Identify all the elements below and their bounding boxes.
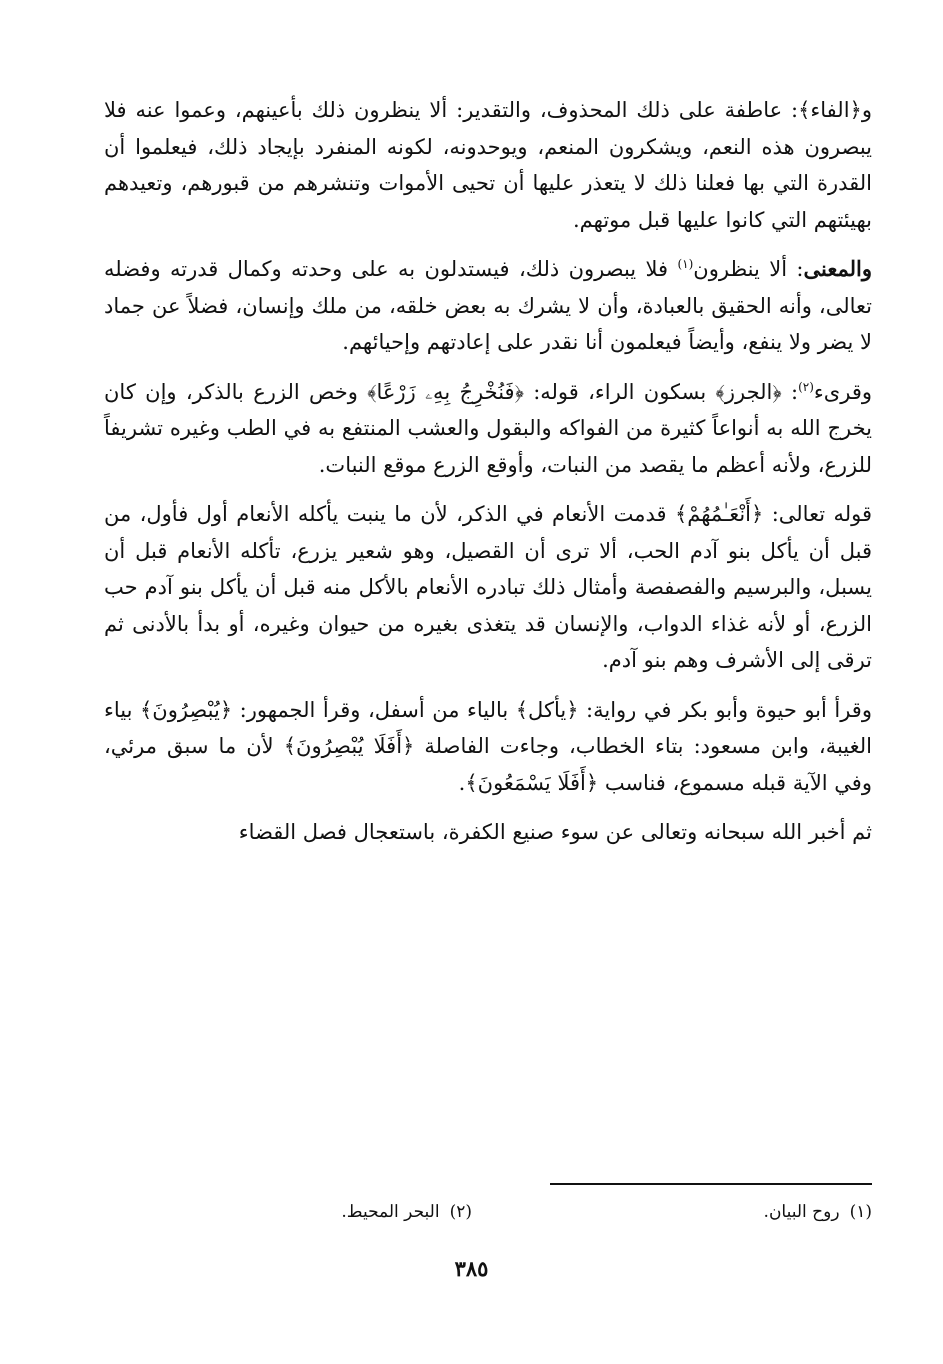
- footnote-ref-2[interactable]: (٢): [798, 379, 814, 394]
- paragraph-2-lead: والمعنى: [803, 256, 873, 281]
- paragraph-5: [104, 692, 872, 802]
- footnote-ref-1[interactable]: (١): [677, 257, 694, 271]
- paragraph-2: [104, 251, 872, 361]
- footnote-1-number: (١): [849, 1202, 872, 1222]
- paragraph-6-text: ثم أخبر الله سبحانه وتعالى عن سوء صنيع الكفرة، باستعجال فصل القضاء: [238, 820, 872, 844]
- footnote-2-number: (٢): [449, 1202, 472, 1222]
- paragraph-3-text-before-ref: وقرىء: [813, 379, 872, 404]
- paragraph-6: [104, 814, 872, 851]
- page-number: ٣٨٥: [454, 1256, 489, 1281]
- footnote-1-text: روح البيان.: [763, 1202, 840, 1222]
- paragraph-3: [104, 374, 872, 484]
- footnote-2: [341, 1198, 472, 1226]
- footnote-2-text: البحر المحيط.: [341, 1202, 440, 1222]
- main-text: [104, 92, 872, 864]
- paragraph-3-text: : ﴿الجرز﴾ بسكون الراء، قوله: ﴿فَنُخْرِجُ بِهِۦ زَرْعًا﴾ وخص الزرع بالذكر، وإن كان يخرج الله به أنواعاً كثيرة من الفواكه والبقول والعشب المنتفع به في الطب وغيره تشريفاً للزرع، ولأنه أعظم ما يقصد من النبات، وأوقع الزرع موقع النبات.: [104, 379, 872, 477]
- paragraph-4-text: قوله تعالى: ﴿أَنْعَـٰمُهُمْ﴾ قدمت الأنعام في الذكر، لأن ما ينبت يأكله الأنعام أول فأول، من قبل أن يأكل بنو آدم الحب، ألا ترى أن القصيل، وهو شعير يزرع، تأكله الأنعام قبل أن يسبل، والبرسيم والفصفصة وأمثال ذلك تبادره الأنعام بالأكل منه قبل أن يأكل بنو آدم حب الزرع، أو لأنه غذاء الدواب، والإنسان قد يتغذى بغيره من حيوان وغيره، أو بدأ بالأدنى ثم ترقى إلى الأشرف وهم بنو آدم.: [104, 502, 872, 672]
- paragraph-1: [104, 92, 872, 238]
- paragraph-5-text: وقرأ أبو حيوة وأبو بكر في رواية: ﴿يأكل﴾ بالياء من أسفل، وقرأ الجمهور: ﴿يُبْصِرُونَ﴾ بياء الغيبة، وابن مسعود: بتاء الخطاب، وجاءت الفاصلة ﴿أَفَلَا يُبْصِرُونَ﴾ لأن ما سبق مرئي، وفي الآية قبله مسموع، فناسب ﴿أَفَلَا يَسْمَعُونَ﴾.: [104, 697, 872, 795]
- footnote-divider: [550, 1183, 872, 1185]
- paragraph-4: [104, 496, 872, 679]
- paragraph-1-text: و﴿الفاء﴾: عاطفة على ذلك المحذوف، والتقدير: ألا ينظرون ذلك بأعينهم، وعموا عنه فلا يبصرون هذه النعم، ويشكرون المنعم، ويوحدونه، لكونه المنفرد بإيجاد ذلك، فيعلموا أن القدرة التي بها فعلنا ذلك لا يتعذر عليها أن تحيى الأموات وتنشرهم من قبورهم، وتعيدهم بهيئتهم التي كانوا عليها قبل موتهم.: [104, 98, 872, 232]
- paragraph-2-text: فلا يبصرون ذلك، فيستدلون به على وحدته وكمال قدرته وفضله تعالى، وأنه الحقيق بالعبادة، وأن لا يشرك به بعض خلقه، من ملك وإنسان، فضلاً عن جماد لا يضر ولا ينفع، وأيضاً فيعلمون أنا نقدر على إعادتهم وإحيائهم.: [104, 257, 872, 354]
- footnote-1: [764, 1198, 872, 1226]
- paragraph-2-text-before-ref: : ألا ينظرون: [693, 257, 804, 281]
